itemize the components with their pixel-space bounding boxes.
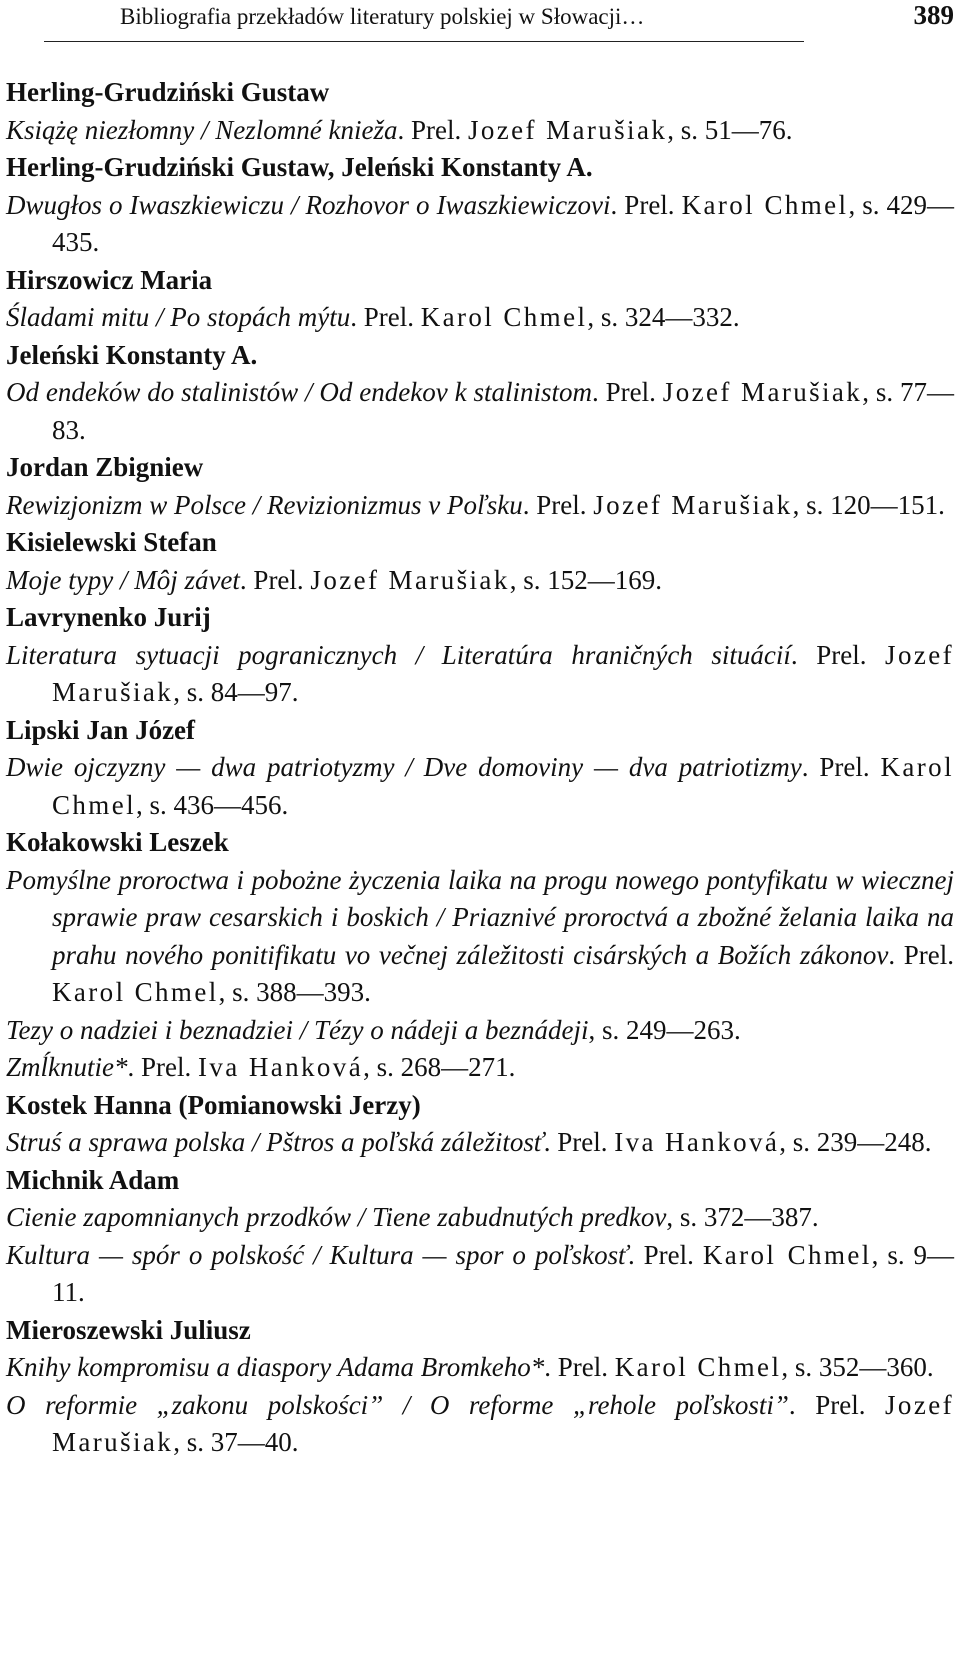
author-heading: Kostek Hanna (Pomianowski Jerzy) bbox=[6, 1089, 421, 1120]
work-title: Dwugłos o Iwaszkiewiczu / Rozhovor o Iwaszkiewiczovi bbox=[6, 189, 611, 220]
work-title: Od endeków do stalinistów / Od endekov k stalinistom bbox=[6, 377, 593, 407]
bibliography-entry bbox=[6, 562, 954, 600]
entry-text: , s. 372—387. bbox=[666, 1202, 819, 1232]
translator-name: Jozef Marušiak bbox=[467, 114, 668, 145]
bibliography-entry bbox=[6, 1387, 954, 1462]
translator-name: Jozef Marušiak bbox=[52, 1389, 954, 1457]
work-title: Zmĺknutie* bbox=[6, 1052, 128, 1082]
work-title: Książę niezłomny / Nezlomné knieža bbox=[6, 114, 398, 145]
author-heading: Hirszowicz Maria bbox=[6, 264, 213, 295]
entry-text: , s. 249—263. bbox=[588, 1014, 741, 1045]
author-heading: Herling-Grudziński Gustaw, Jeleński Konstanty A. bbox=[6, 152, 593, 182]
author-heading: Kołakowski Leszek bbox=[6, 827, 229, 857]
work-title: Rewizjonizm w Polsce / Revizionizmus v Poľsku bbox=[6, 489, 523, 520]
work-title: Knihy kompromisu a diaspory Adama Bromkeho* bbox=[6, 1352, 545, 1382]
entry-text: . Prel. bbox=[543, 1127, 615, 1157]
translator-name: Karol Chmel bbox=[614, 1352, 782, 1382]
page-range: , s. 37—40. bbox=[173, 1427, 299, 1457]
translator-name: Iva Hanková bbox=[614, 1127, 780, 1157]
bibliography-entry bbox=[6, 487, 954, 525]
entry-text: . Prel. bbox=[610, 189, 682, 220]
author-heading: Jeleński Konstanty A. bbox=[6, 339, 258, 370]
bibliography-entry bbox=[6, 862, 954, 1012]
bibliography-entry bbox=[6, 299, 954, 337]
entry-text: . Prel. bbox=[627, 1239, 703, 1270]
running-head bbox=[44, 0, 804, 42]
work-title: Cienie zapomnianych przodków / Tiene zabudnutých predkov bbox=[6, 1202, 667, 1232]
translator-name: Jozef Marušiak bbox=[310, 564, 510, 595]
work-title: O reformie „zakonu polskości” / O reforme „rehole poľskosti” bbox=[6, 1389, 789, 1420]
translator-name: Karol Chmel bbox=[52, 977, 219, 1007]
translator-name: Jozef Marušiak bbox=[593, 489, 793, 520]
bibliography-entry bbox=[6, 1199, 954, 1237]
author-heading: Herling-Grudziński Gustaw bbox=[6, 77, 330, 107]
work-title: Literatura sytuacji pogranicznych / Literatúra hraničných situácií bbox=[6, 639, 791, 670]
work-title: Śladami mitu / Po stopách mýtu bbox=[6, 302, 351, 332]
entry-text: . Prel. bbox=[522, 489, 594, 520]
bibliography-entry bbox=[6, 187, 954, 262]
bibliography-entry bbox=[6, 749, 954, 824]
page-range: , s. 152—169. bbox=[509, 564, 662, 595]
translator-name: Karol Chmel bbox=[681, 189, 849, 220]
translator-name: Karol Chmel bbox=[702, 1239, 872, 1270]
entry-text: . Prel. bbox=[350, 302, 421, 332]
bibliography-entry bbox=[6, 1124, 954, 1162]
author-heading: Lipski Jan Józef bbox=[6, 714, 196, 745]
author-heading: Michnik Adam bbox=[6, 1164, 180, 1195]
bibliography-entry bbox=[6, 112, 954, 150]
page-range: , s. 388—393. bbox=[218, 977, 371, 1007]
work-title: Dwie ojczyzny — dwa patriotyzmy / Dve domoviny — dva patriotizmy bbox=[6, 752, 802, 782]
page-range: , s. 120—151. bbox=[792, 489, 945, 520]
page-range: , s. 352—360. bbox=[781, 1352, 934, 1382]
entry-text: . Prel. bbox=[888, 939, 955, 970]
page-range: , s. 324—332. bbox=[587, 302, 740, 332]
entry-text: . Prel. bbox=[397, 114, 468, 145]
work-title: Tezy o nadziei i beznadziei / Tézy o nádeji a beznádeji bbox=[6, 1014, 589, 1045]
page-number: 389 bbox=[913, 0, 954, 30]
entry-text: . Prel. bbox=[788, 1389, 886, 1420]
author-heading: Kisielewski Stefan bbox=[6, 527, 217, 557]
bibliography-entry bbox=[6, 1237, 954, 1312]
bibliography-list bbox=[6, 74, 954, 1462]
page-range: , s. 436—456. bbox=[136, 789, 289, 820]
entry-text: . Prel. bbox=[592, 377, 663, 407]
entry-text: . Prel. bbox=[790, 639, 886, 670]
author-heading: Lavrynenko Jurij bbox=[6, 602, 211, 632]
author-heading: Mieroszewski Juliusz bbox=[6, 1314, 251, 1345]
translator-name: Iva Hanková bbox=[198, 1052, 364, 1082]
page-range: , s. 77—83. bbox=[52, 377, 954, 445]
translator-name: Jozef Marušiak bbox=[52, 639, 954, 707]
work-title: Kultura — spór o polskość / Kultura — spor o poľskosť bbox=[6, 1239, 628, 1270]
translator-name: Jozef Marušiak bbox=[662, 377, 863, 407]
bibliography-entry bbox=[6, 1012, 954, 1050]
running-head-title: Bibliografia przekładów literatury polskiej w Słowacji… bbox=[120, 4, 645, 29]
page-range: , s. 268—271. bbox=[363, 1052, 516, 1082]
work-title: Struś a sprawa polska / Pštros a poľská záležitosť bbox=[6, 1127, 544, 1157]
translator-name: Karol Chmel bbox=[52, 752, 954, 820]
page-range: , s. 239—248. bbox=[779, 1127, 932, 1157]
entry-text: . Prel. bbox=[544, 1352, 615, 1382]
entry-text: . Prel. bbox=[127, 1052, 198, 1082]
page-range: , s. 84—97. bbox=[173, 677, 299, 707]
entry-text: . Prel. bbox=[239, 564, 311, 595]
entry-text: . Prel. bbox=[801, 752, 881, 782]
bibliography-entry bbox=[6, 637, 954, 712]
bibliography-entry bbox=[6, 374, 954, 449]
author-heading: Jordan Zbigniew bbox=[6, 452, 204, 482]
work-title: Pomyślne proroctwa i pobożne życzenia laika na progu nowego pontyfikatu w wiecznej sprawie praw cesarskich i boskich / Priaznivé proroctvá a zbožné želania laika na prahu nového ponitifikatu vo večnej záležitosti cisárských a Božích zákonov bbox=[6, 864, 954, 970]
work-title: Moje typy / Môj závet bbox=[6, 564, 240, 595]
bibliography-entry bbox=[6, 1049, 954, 1087]
page-range: , s. 51—76. bbox=[667, 114, 793, 145]
translator-name: Karol Chmel bbox=[420, 302, 588, 332]
bibliography-entry bbox=[6, 1349, 954, 1387]
page-range: , s. 429—435. bbox=[52, 189, 955, 257]
page-range: , s. 9—11. bbox=[52, 1239, 955, 1307]
